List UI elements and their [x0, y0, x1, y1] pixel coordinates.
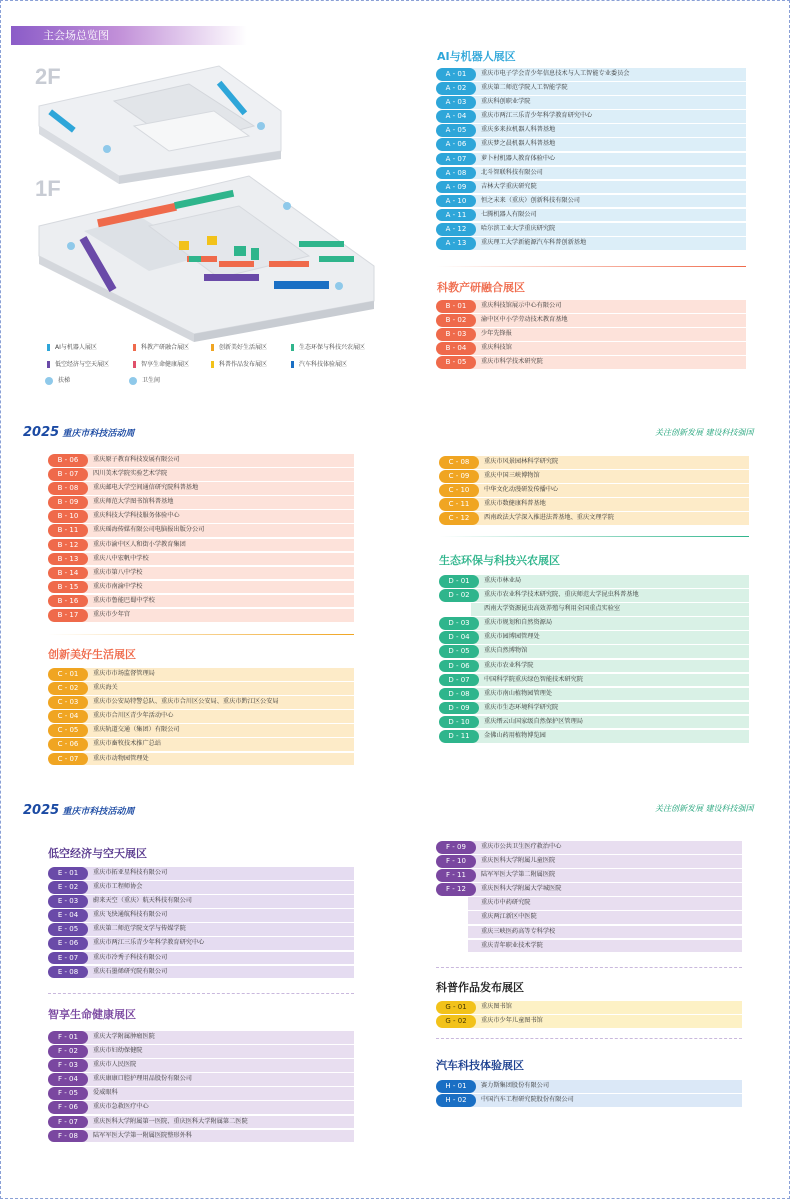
booth-code-badge: B - 14 [48, 567, 88, 580]
zone-g-title: 科普作品发布展区 [436, 981, 524, 994]
exhibitor-name: 重庆市第八中学校 [80, 567, 354, 580]
zone-b-list-cont [48, 454, 354, 623]
list-item [436, 195, 746, 209]
booth-code-badge: F - 08 [48, 1130, 88, 1143]
list-item [48, 468, 354, 482]
booth-code-badge: A - 07 [436, 153, 476, 166]
exhibitor-name: 重庆市少年宫 [80, 609, 354, 622]
exhibitor-name: 重庆图书馆 [468, 1001, 742, 1014]
list-item [436, 342, 746, 356]
divider [48, 993, 354, 994]
list-item [436, 940, 742, 954]
zone-g-list [436, 1001, 742, 1029]
legend-swatch [47, 361, 50, 368]
divider [436, 266, 746, 267]
list-item [48, 1059, 354, 1073]
exhibitor-name: 重庆市畜牧技术推广总站 [80, 738, 354, 751]
exhibitor-name: 重庆石墨烯研究院有限公司 [80, 966, 354, 979]
exhibitor-name: 重庆市工程师协会 [80, 881, 354, 894]
legend-zone-f: 智享生命健康展区 [133, 359, 189, 368]
legend-zone-a: AI与机器人展区 [47, 342, 97, 351]
exhibitor-name: 四川美术学院实验艺术学院 [80, 468, 354, 481]
list-item [48, 952, 354, 966]
list-item [436, 356, 746, 370]
zone-e-list [48, 867, 354, 980]
list-item [439, 674, 749, 688]
list-item [436, 167, 746, 181]
exhibitor-name: 重庆市生态环境科学研究院 [471, 702, 749, 715]
list-item [439, 470, 749, 484]
legend-escalator: 扶梯 [45, 375, 70, 385]
list-item [48, 595, 354, 609]
list-item [48, 482, 354, 496]
list-item [48, 867, 354, 881]
list-item [436, 223, 746, 237]
booth-code-badge: D - 01 [439, 575, 479, 588]
exhibitor-name: 萝卜村机器人教育体验中心 [468, 153, 746, 166]
zone-b-title: 科教产研融合展区 [437, 281, 525, 294]
booth-code-badge: C - 01 [48, 668, 88, 681]
slogan: 关注创新发展 建设科技强国 [655, 428, 754, 437]
booth-code-badge: D - 05 [439, 645, 479, 658]
list-item [436, 897, 742, 911]
exhibitor-name: 重庆市数健康科普基地 [471, 498, 749, 511]
exhibitor-name: 重庆原子教育科技发展有限公司 [80, 454, 354, 467]
exhibitor-name: 重庆市市场监督管理局 [80, 668, 354, 681]
exhibitor-name: 中华文化动漫研发传播中心 [471, 484, 749, 497]
exhibitor-name: 爱威眼科 [80, 1087, 354, 1100]
legend-swatch [133, 344, 136, 351]
list-item [48, 581, 354, 595]
logo-year: 2025 [23, 803, 60, 818]
list-item [436, 300, 746, 314]
list-item [48, 496, 354, 510]
list-item [48, 609, 354, 623]
slogan: 关注创新发展 建设科技强国 [655, 804, 754, 813]
list-item [436, 181, 746, 195]
list-item [48, 524, 354, 538]
exhibitor-name: 重庆中国三峡博物馆 [471, 470, 749, 483]
list-item [439, 660, 749, 674]
exhibitor-name: 重庆海关 [80, 682, 354, 695]
exhibitor-name: 重庆师范大学图书馆科普基地 [80, 496, 354, 509]
exhibitor-name: 恒之未来（重庆）创新科技有限公司 [468, 195, 746, 208]
exhibitor-name: 重庆第二师范学院文学与传媒学院 [80, 923, 354, 936]
list-item [439, 645, 749, 659]
exhibitor-name: 重庆大学附属肿瘤医院 [80, 1031, 354, 1044]
booth-code-badge: D - 04 [439, 631, 479, 644]
zone-b-list [436, 300, 746, 370]
exhibitor-name: 重庆市农业科学院 [471, 660, 749, 673]
exhibitor-name: 重庆市妇幼保健院 [80, 1045, 354, 1058]
list-item [48, 1101, 354, 1115]
legend-swatch [291, 344, 294, 351]
booth-code-badge: B - 10 [48, 510, 88, 523]
exhibitor-name: 重庆科技大学科技服务体验中心 [80, 510, 354, 523]
legend-zone-h: 汽车科技体验展区 [291, 359, 347, 368]
list-item [436, 883, 742, 897]
exhibitor-name: 重庆理工大学新能源汽车科普创新基地 [468, 237, 746, 250]
booth-code-badge: C - 07 [48, 753, 88, 766]
booth-code-badge: C - 05 [48, 724, 88, 737]
booth-code-badge: B - 13 [48, 553, 88, 566]
booth-code-badge: H - 02 [436, 1094, 476, 1107]
list-item [436, 237, 746, 251]
booth-code-badge: C - 11 [439, 498, 479, 511]
exhibitor-name: 重庆两江新区中医院 [468, 911, 742, 924]
legend-zone-d: 生态环保与科技兴农展区 [291, 342, 365, 351]
exhibitor-name: 重庆瑶海传媒有限公司电脑报出版分公司 [80, 524, 354, 537]
booth-code-badge: F - 04 [48, 1073, 88, 1086]
booth-code-badge: C - 09 [439, 470, 479, 483]
zone-e-title: 低空经济与空天展区 [48, 847, 147, 860]
zone-c-list [48, 668, 354, 767]
booth-code-badge: F - 02 [48, 1045, 88, 1058]
exhibitor-name: 赛力斯集团股份有限公司 [468, 1080, 742, 1093]
booth-code-badge: G - 02 [436, 1015, 476, 1028]
booth-code-badge: E - 05 [48, 923, 88, 936]
divider [48, 634, 354, 635]
booth-code-badge: A - 05 [436, 124, 476, 137]
exhibitor-name: 中国汽车工程研究院股份有限公司 [468, 1094, 742, 1107]
exhibitor-name: 重庆市鲁能巴蜀中学校 [80, 595, 354, 608]
booth-code-badge: B - 11 [48, 524, 88, 537]
list-item [48, 1031, 354, 1045]
booth-code-badge: C - 10 [439, 484, 479, 497]
exhibitor-name: 重庆第二师范学院人工智能学院 [468, 82, 746, 95]
exhibitor-name: 重庆市公共卫生医疗救治中心 [468, 841, 742, 854]
legend-swatch [211, 361, 214, 368]
booth-code-badge: A - 09 [436, 181, 476, 194]
booth-code-badge: F - 12 [436, 883, 476, 896]
list-item [436, 209, 746, 223]
divider [436, 967, 742, 968]
exhibitor-name: 重庆轨道交通（集团）有限公司 [80, 724, 354, 737]
zone-a-list [436, 68, 746, 251]
zone-f-title: 智享生命健康展区 [48, 1008, 136, 1021]
event-logo [23, 803, 134, 818]
legend-swatch [211, 344, 214, 351]
exhibitor-name: 重庆科创职业学院 [468, 96, 746, 109]
booth-code-badge: A - 12 [436, 223, 476, 236]
booth-code-badge: B - 16 [48, 595, 88, 608]
exhibitor-name: 重庆市两江三乐青少年科学教育研究中心 [468, 110, 746, 123]
escalator-icon [45, 377, 53, 385]
list-item [439, 688, 749, 702]
booth-code-badge: B - 15 [48, 581, 88, 594]
exhibitor-name: 重庆市两江三乐青少年科学教育研究中心 [80, 937, 354, 950]
list-item [48, 909, 354, 923]
exhibitor-name: 重庆市公安局特警总队、重庆市合川区公安局、重庆市黔江区公安局 [80, 696, 354, 709]
zone-c-title: 创新美好生活展区 [48, 648, 136, 661]
list-item [48, 738, 354, 752]
exhibitor-name: 重庆医科大学附属第一医院、重庆医科大学附属第二医院 [80, 1116, 354, 1129]
legend-zone-b: 科教产研融合展区 [133, 342, 189, 351]
list-item [48, 895, 354, 909]
booth-code-badge: A - 06 [436, 138, 476, 151]
list-item [48, 1045, 354, 1059]
list-item [48, 510, 354, 524]
list-item [436, 124, 746, 138]
booth-code-badge: B - 03 [436, 328, 476, 341]
list-item [48, 923, 354, 937]
exhibitor-name: 重庆市园博园管理处 [471, 631, 749, 644]
list-item [436, 911, 742, 925]
legend-restroom: 卫生间 [129, 375, 160, 385]
list-item [439, 484, 749, 498]
zone-f-list [48, 1031, 354, 1144]
booth-code-badge: A - 03 [436, 96, 476, 109]
exhibitor-name: 重庆市动物园管理处 [80, 753, 354, 766]
booth-code-badge: B - 12 [48, 539, 88, 552]
booth-code-badge: F - 06 [48, 1101, 88, 1114]
list-item [48, 1116, 354, 1130]
list-item [439, 589, 749, 603]
list-item [436, 1015, 742, 1029]
booth-code-badge: A - 01 [436, 68, 476, 81]
booth-code-badge: A - 04 [436, 110, 476, 123]
list-item [439, 631, 749, 645]
booth-code-badge: F - 01 [48, 1031, 88, 1044]
list-item [48, 724, 354, 738]
list-item [436, 1094, 742, 1108]
booth-code-badge: F - 11 [436, 869, 476, 882]
list-item [439, 456, 749, 470]
zone-c-list-cont [439, 456, 749, 526]
exhibitor-name: 重庆八中宏帆中学校 [80, 553, 354, 566]
logo-text: 重庆市科技活动周 [62, 429, 135, 439]
booth-code-badge: H - 01 [436, 1080, 476, 1093]
list-item [48, 567, 354, 581]
booth-code-badge: A - 08 [436, 167, 476, 180]
exhibitor-name: 重庆科技馆 [468, 342, 746, 355]
list-item [439, 702, 749, 716]
booth-code-badge: C - 02 [48, 682, 88, 695]
legend-swatch [291, 361, 294, 368]
exhibitor-name: 重庆缙云山国家级自然保护区管理局 [471, 716, 749, 729]
booth-code-badge: E - 04 [48, 909, 88, 922]
list-item [436, 1080, 742, 1094]
list-item [436, 138, 746, 152]
divider [436, 1038, 742, 1039]
list-item [436, 855, 742, 869]
booth-code-badge: B - 06 [48, 454, 88, 467]
booth-code-badge: F - 05 [48, 1087, 88, 1100]
list-item [439, 730, 749, 744]
booth-code-badge: F - 07 [48, 1116, 88, 1129]
booth-code-badge: D - 03 [439, 617, 479, 630]
list-item [436, 328, 746, 342]
exhibitor-name: 重庆市渝中区人和街小学教育集团 [80, 539, 354, 552]
exhibitor-name: 重庆自然博物馆 [471, 645, 749, 658]
exhibitor-name: 重庆科技馆展示中心有限公司 [468, 300, 746, 313]
exhibitor-name: 重庆梦之晨机器人科普基地 [468, 138, 746, 151]
booth-code-badge: E - 03 [48, 895, 88, 908]
booth-code-badge: E - 06 [48, 937, 88, 950]
exhibitor-name: 重庆医科大学附属大学城医院 [468, 883, 742, 896]
booth-code-badge: C - 08 [439, 456, 479, 469]
list-item [436, 926, 742, 940]
exhibitor-name: 重庆市冷秀子科技有限公司 [80, 952, 354, 965]
section-tab: 主会场总览图 [11, 26, 247, 45]
list-item [436, 82, 746, 96]
exhibitor-name: 重庆市急救医疗中心 [80, 1101, 354, 1114]
booth-code-badge: F - 10 [436, 855, 476, 868]
booth-code-badge: E - 01 [48, 867, 88, 880]
exhibitor-name: 哈尔滨工业大学重庆研究院 [468, 223, 746, 236]
list-item [439, 498, 749, 512]
list-item [436, 841, 742, 855]
list-item [436, 68, 746, 82]
zone-f-list-cont [436, 841, 742, 954]
legend-swatch [47, 344, 50, 351]
exhibitor-name: 重庆市南山植物园管理处 [471, 688, 749, 701]
booth-code-badge: D - 11 [439, 730, 479, 743]
booth-code-badge: D - 07 [439, 674, 479, 687]
booth-code-badge: F - 09 [436, 841, 476, 854]
exhibitor-name: 重庆青年职业技术学院 [468, 940, 742, 953]
list-item [48, 696, 354, 710]
list-item [48, 881, 354, 895]
list-item [48, 937, 354, 951]
booth-code-badge: A - 11 [436, 209, 476, 222]
booth-code-badge: A - 02 [436, 82, 476, 95]
list-item [439, 603, 749, 617]
divider [439, 536, 749, 537]
list-item [436, 153, 746, 167]
exhibitor-name: 重庆市科学技术研究院 [468, 356, 746, 369]
exhibitor-name: 蔚来天空（重庆）航天科技有限公司 [80, 895, 354, 908]
exhibitor-name: 重庆邮电大学空间通信研究院科普基地 [80, 482, 354, 495]
exhibitor-name: 重庆市风景园林科学研究院 [471, 456, 749, 469]
exhibitor-name: 少年先锋报 [468, 328, 746, 341]
list-item [439, 512, 749, 526]
list-item [439, 575, 749, 589]
legend-zone-e: 低空经济与空天展区 [47, 359, 109, 368]
exhibitor-name: 重庆市拓亚星科技有限公司 [80, 867, 354, 880]
booth-code-badge: B - 01 [436, 300, 476, 313]
list-item [436, 96, 746, 110]
restroom-icon [129, 377, 137, 385]
list-item [436, 1001, 742, 1015]
exhibitor-name: 重庆市规划和自然资源局 [471, 617, 749, 630]
exhibitor-name: 重庆市林业局 [471, 575, 749, 588]
exhibitor-name: 七腾机器人有限公司 [468, 209, 746, 222]
exhibitor-name: 渝中区中小学劳动技术教育基地 [468, 314, 746, 327]
booth-code-badge: A - 10 [436, 195, 476, 208]
exhibitor-name: 西南大学资源昆虫高效养殖与利用全国重点实验室 [471, 603, 749, 616]
booth-code-badge: E - 02 [48, 881, 88, 894]
exhibitor-name: 西南政法大学深入推进法普基地、重庆文理学院 [471, 512, 749, 525]
booth-code-badge: A - 13 [436, 237, 476, 250]
logo-year: 2025 [23, 425, 60, 440]
list-item [439, 716, 749, 730]
booth-code-badge: D - 10 [439, 716, 479, 729]
booth-code-badge: B - 02 [436, 314, 476, 327]
list-item [436, 869, 742, 883]
exhibitor-name: 重庆市合川区青少年活动中心 [80, 710, 354, 723]
exhibitor-name: 金佛山药用植物博览园 [471, 730, 749, 743]
zone-d-title: 生态环保与科技兴农展区 [439, 554, 560, 567]
booth-code-badge: D - 08 [439, 688, 479, 701]
zone-h-title: 汽车科技体验展区 [436, 1059, 524, 1072]
booth-code-badge: C - 06 [48, 738, 88, 751]
zone-d-list [439, 575, 749, 744]
list-item [436, 314, 746, 328]
booth-code-badge: B - 05 [436, 356, 476, 369]
list-item [48, 966, 354, 980]
list-item [48, 710, 354, 724]
booth-code-badge: B - 09 [48, 496, 88, 509]
booth-code-badge: B - 08 [48, 482, 88, 495]
exhibitor-name: 陆军军医大学第二附属医院 [468, 869, 742, 882]
list-item [48, 753, 354, 767]
venue-map [19, 56, 389, 346]
exhibitor-name: 重庆三峡医药高等专科学校 [468, 926, 742, 939]
booth-code-badge: C - 04 [48, 710, 88, 723]
list-item [48, 1130, 354, 1144]
list-item [48, 553, 354, 567]
floor-2f-label: 2F [35, 64, 61, 89]
exhibitor-name: 重庆康康口腔护理用品股份有限公司 [80, 1073, 354, 1086]
exhibitor-name: 重庆市农业科学技术研究院、重庆师范大学昆虫科普基地 [471, 589, 749, 602]
legend-swatch [133, 361, 136, 368]
list-item [48, 454, 354, 468]
floor-1f-label: 1F [35, 176, 61, 201]
booth-code-badge: B - 17 [48, 609, 88, 622]
list-item [48, 1087, 354, 1101]
booth-code-badge: C - 03 [48, 696, 88, 709]
booth-code-badge: E - 08 [48, 966, 88, 979]
legend-zone-g: 科普作品发布展区 [211, 359, 267, 368]
booth-code-badge: G - 01 [436, 1001, 476, 1014]
exhibitor-name: 重庆市电子学会青少年信息技术与人工智能专业委员会 [468, 68, 746, 81]
exhibitor-name: 中国科学院重庆绿色智能技术研究院 [471, 674, 749, 687]
booth-code-badge: D - 02 [439, 589, 479, 602]
exhibitor-name: 重庆医科大学附属儿童医院 [468, 855, 742, 868]
exhibitor-name: 重庆飞快通航科技有限公司 [80, 909, 354, 922]
exhibitor-name: 重庆市人民医院 [80, 1059, 354, 1072]
exhibitor-name: 吉林大学重庆研究院 [468, 181, 746, 194]
booth-code-badge: D - 06 [439, 660, 479, 673]
booth-code-badge: C - 12 [439, 512, 479, 525]
exhibitor-name: 陆军军医大学第一附属医院整形外科 [80, 1130, 354, 1143]
list-item [48, 1073, 354, 1087]
booth-code-badge: B - 04 [436, 342, 476, 355]
zone-a-title: AI与机器人展区 [437, 50, 516, 63]
booth-code-badge: B - 07 [48, 468, 88, 481]
logo-text: 重庆市科技活动周 [62, 807, 135, 817]
list-item [436, 110, 746, 124]
booth-code-badge: D - 09 [439, 702, 479, 715]
booth-code-badge: E - 07 [48, 952, 88, 965]
list-item [439, 617, 749, 631]
zone-h-list [436, 1080, 742, 1108]
booth-code-badge: F - 03 [48, 1059, 88, 1072]
exhibitor-name: 重庆市南渝中学校 [80, 581, 354, 594]
legend-zone-c: 创新美好生活展区 [211, 342, 267, 351]
event-logo [23, 425, 134, 440]
exhibitor-name: 重庆多来拉机器人科普基地 [468, 124, 746, 137]
list-item [48, 682, 354, 696]
exhibitor-name: 北斗智联科技有限公司 [468, 167, 746, 180]
exhibitor-name: 重庆市少年儿童图书馆 [468, 1015, 742, 1028]
list-item [48, 668, 354, 682]
list-item [48, 539, 354, 553]
exhibitor-name: 重庆市中药研究院 [468, 897, 742, 910]
